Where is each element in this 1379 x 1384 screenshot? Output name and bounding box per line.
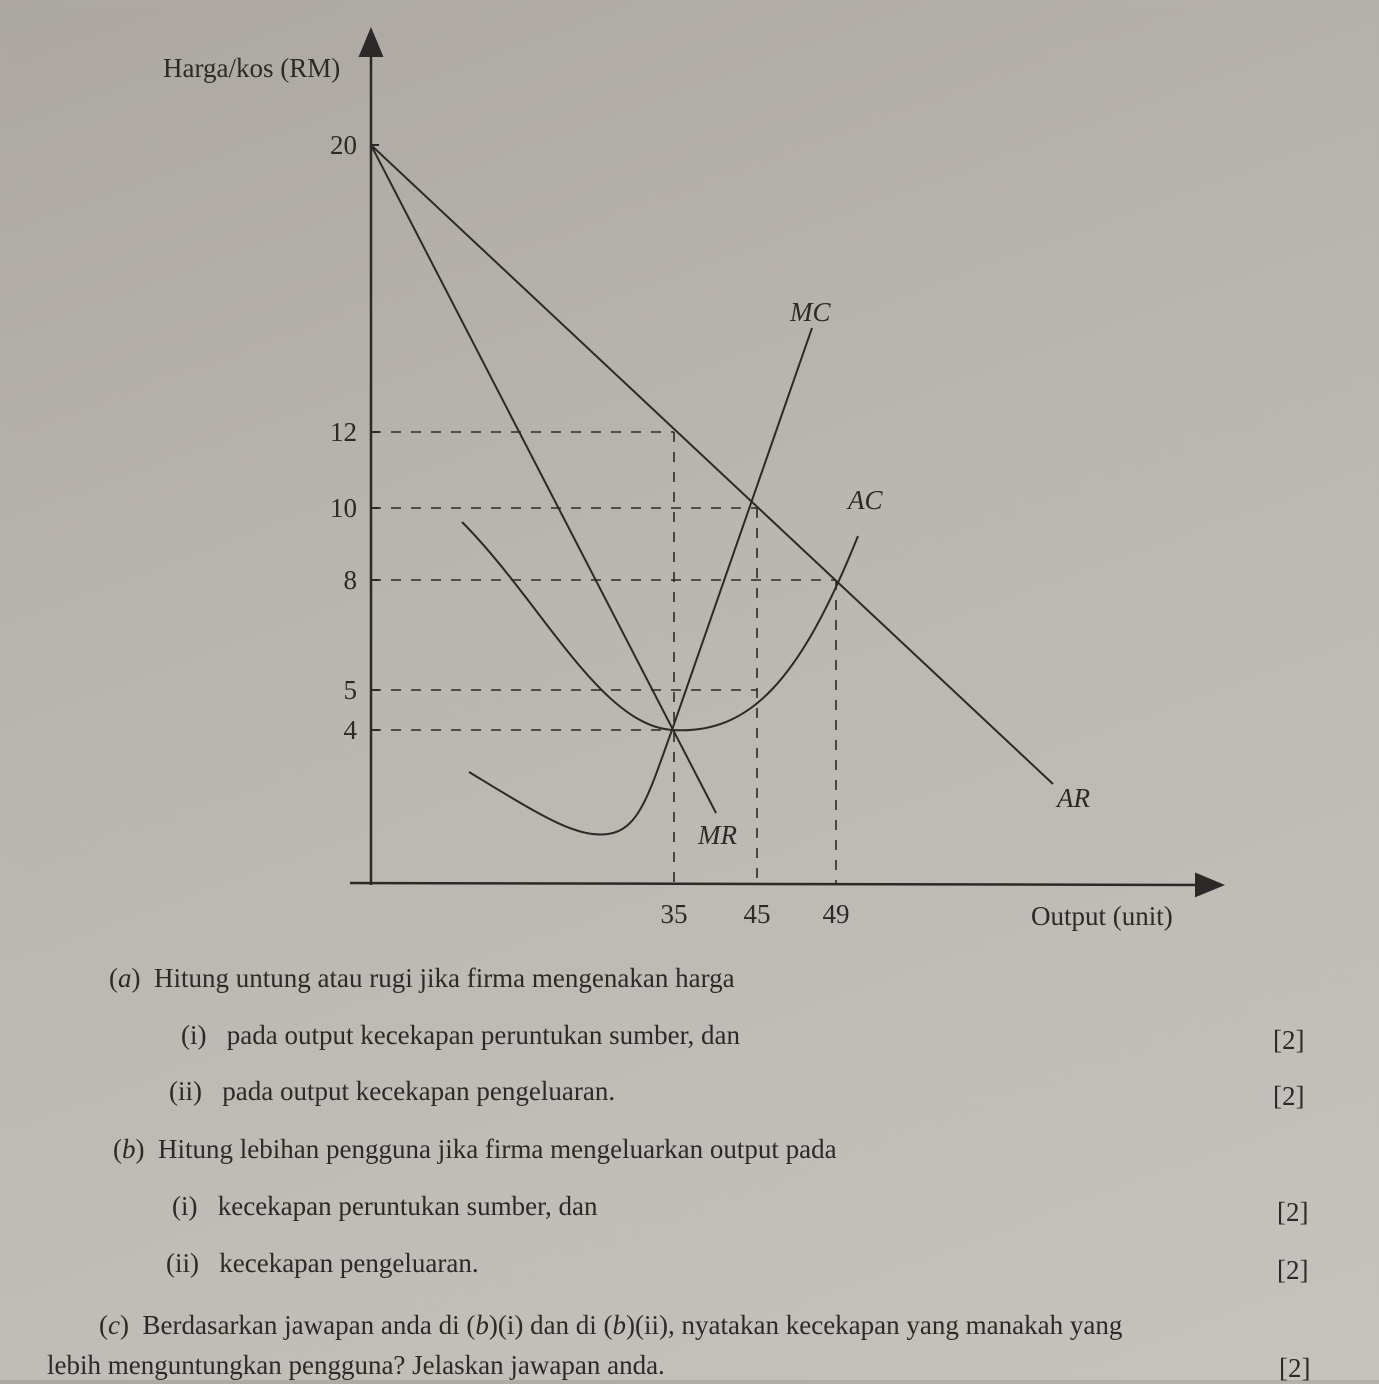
question-c-line2: lebih menguntungkan pengguna? Jelaskan jawapan anda. [47,1350,665,1380]
mc-curve [469,328,812,834]
x-axis-label: Output (unit) [1031,901,1173,931]
question-a-i [181,1019,740,1051]
question-a-letter: a [118,963,132,993]
question-a-ii [169,1075,615,1107]
ac-curve [462,522,858,730]
question-c-line1-c: )(ii), nyatakan kecekapan yang manakah yang [626,1310,1123,1340]
x-axis [350,883,1220,885]
question-c-ref1: b [475,1310,489,1340]
question-a: (a) Hitung untung atau rugi jika firma mengenakan harga [109,963,735,993]
question-a-ii-num: (ii) [169,1076,202,1106]
question-b-i [172,1190,598,1222]
y-tick-label: 5 [343,675,357,705]
question-a-ii-text: pada output kecekapan pengeluaran. [222,1076,616,1106]
question-b-intro: Hitung lebihan pengguna jika firma mengeluarkan output pada [158,1134,837,1164]
y-tick-label: 8 [343,565,357,595]
question-c-marks: [2] [1279,1353,1311,1383]
question-a-i-text: pada output kecekapan peruntukan sumber, dan [226,1020,740,1050]
question-a-i-num: (i) [181,1020,207,1050]
question-b-ii-marks: [2] [1277,1255,1309,1285]
y-tick-label: 4 [343,715,357,745]
question-c-letter: c [108,1310,120,1340]
question-b-letter: b [122,1134,136,1164]
x-tick-label: 45 [743,899,771,929]
question-c-line1-b: )(i) dan di ( [488,1310,613,1340]
mr-curve [371,145,716,813]
question-c-ref2: b [612,1310,627,1340]
y-tick-label: 12 [330,417,357,447]
question-b-i-text: kecekapan peruntukan sumber, dan [217,1191,598,1221]
label-ac: AC [848,485,883,515]
y-tick-label: 20 [330,130,357,160]
question-b-i-marks: [2] [1277,1197,1309,1227]
x-tick-label: 35 [660,899,688,929]
x-tick-label: 49 [822,899,850,929]
question-c-line1: (c) Berdasarkan jawapan anda di (b)(i) dan di (b)(ii), nyatakan kecekapan yang manakah yang [99,1310,1123,1340]
question-a-ii-marks: [2] [1273,1081,1305,1111]
question-a-i-marks: [2] [1273,1025,1305,1055]
question-b-ii-text: kecekapan pengeluaran. [219,1248,479,1278]
label-mr: MR [698,820,737,850]
question-c-line1-a: Berdasarkan jawapan anda di ( [142,1310,476,1340]
label-mc: MC [790,297,831,327]
y-axis-label: Harga/kos (RM) [163,53,341,83]
question-a-intro: Hitung untung atau rugi jika firma mengenakan harga [154,963,735,993]
label-ar: AR [1057,783,1090,813]
y-tick-label: 10 [330,493,357,523]
question-b-ii-num: (ii) [166,1248,199,1278]
question-b-i-num: (i) [172,1191,198,1221]
question-b: (b) Hitung lebihan pengguna jika firma mengeluarkan output pada [113,1134,837,1164]
question-b-ii [166,1247,479,1279]
ar-curve [371,145,1053,784]
